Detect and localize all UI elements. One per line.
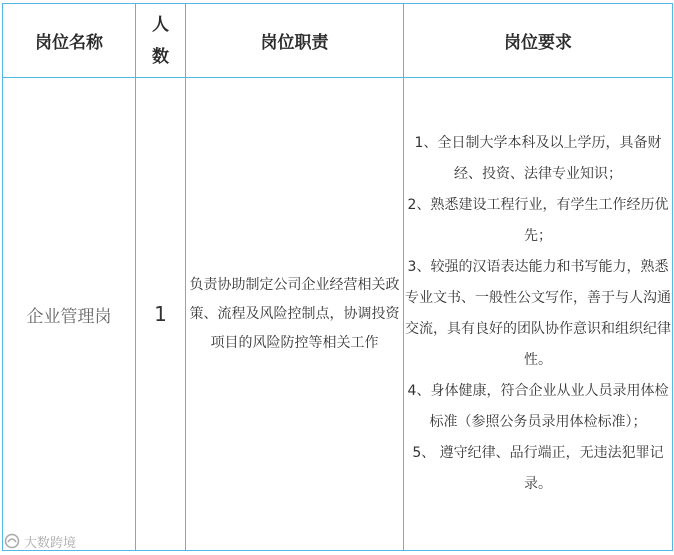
job-table bbox=[2, 3, 673, 551]
cell-requirements bbox=[404, 78, 673, 551]
requirement-item: 3、较强的汉语表达能力和书写能力，熟悉专业文书、一般性公文写作，善于与人沟通交流，具有良好的团队协作意识和组织纪律性。 bbox=[405, 259, 671, 368]
cell-position-name: 企业管理岗 bbox=[3, 78, 136, 551]
watermark bbox=[4, 530, 76, 552]
cell-duty: 负责协助制定公司企业经营相关政策、流程及风险控制点，协调投资项目的风险防控等相关工作 bbox=[186, 78, 404, 551]
requirement-item: 4、身体健康，符合企业从业人员录用体检标准（参照公务员录用体检标准）； bbox=[407, 383, 669, 430]
header-duty: 岗位职责 bbox=[186, 4, 404, 78]
cell-headcount: 1 bbox=[136, 78, 186, 551]
header-position-name: 岗位名称 bbox=[3, 4, 136, 78]
header-headcount bbox=[136, 4, 186, 78]
header-headcount-line1: 人 bbox=[152, 14, 169, 35]
requirement-item: 1、全日制大学本科及以上学历，具备财经、投资、法律专业知识； bbox=[414, 135, 662, 182]
header-requirement: 岗位要求 bbox=[404, 4, 673, 78]
table-row bbox=[3, 78, 673, 551]
header-headcount-line2: 数 bbox=[152, 46, 169, 67]
watermark-text: 大数跨境 bbox=[24, 535, 77, 551]
table-header-row bbox=[3, 4, 673, 78]
requirement-item: 2、熟悉建设工程行业，有学生工作经历优先； bbox=[407, 197, 669, 244]
watermark-logo-icon bbox=[4, 533, 20, 549]
requirement-item: 5、 遵守纪律、品行端正，无违法犯罪记录。 bbox=[412, 445, 664, 492]
